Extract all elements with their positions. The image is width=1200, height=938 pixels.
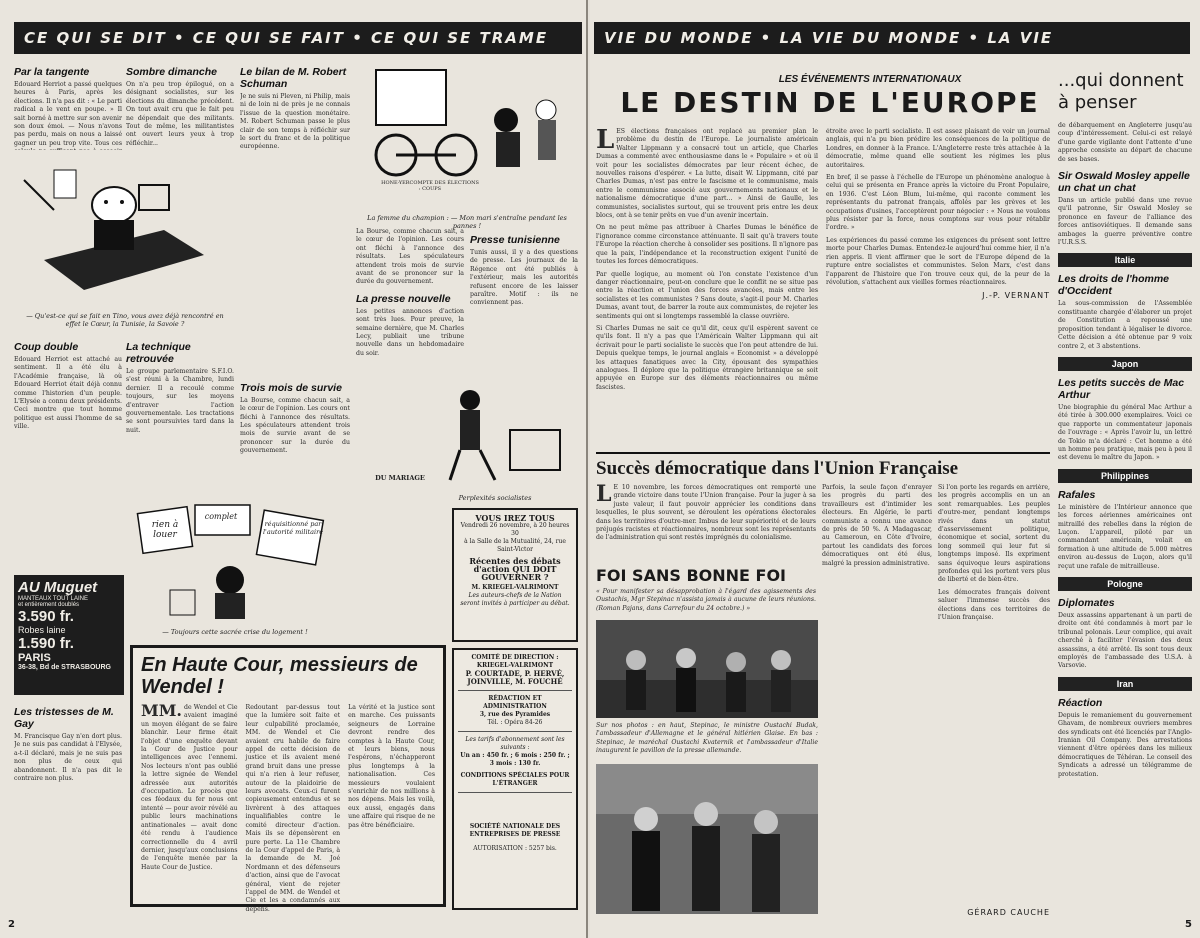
- masthead-subs: Un an : 450 fr. ; 6 mois : 250 fr. ; 3 mois : 130 fr.: [460, 752, 570, 767]
- masthead-subs-title: Les tarifs d'abonnement sont les suivants :: [465, 736, 565, 751]
- left-column-4: [356, 228, 464, 388]
- destin-column-2: [826, 128, 1050, 428]
- union-body-3: Si l'on porte les regards en arrière, les progrès accomplis en un an sont remarquables. Les peuples d'outre-mer, pendant longtemps rivés dans un statut d'asservissement politique, économique et social, sortent du long sommeil qui leur fut si longtemps imposé. Ils expriment sans équivoque leurs aspirations profondes qui les portent vers plus de liberté et de bien-être.: [938, 484, 1050, 584]
- masthead-title: COMITÉ DE DIRECTION :: [471, 654, 559, 661]
- wendel-col-1: [141, 701, 238, 914]
- italie-body: La sous-commission de l'Assemblée constituante chargée d'élaborer un projet de Constitution a repoussé une proposition tendant à légaliser le divorce. Cette décision a été obtenue par 9 voix contre 2, et 3 abstentions.: [1058, 300, 1192, 350]
- masthead-redaction: RÉDACTION ET ADMINISTRATION: [483, 695, 547, 710]
- bilan-title: Le bilan de M. Robert Schuman: [240, 66, 347, 90]
- meeting-place: à la Salle de la Mutualité, 24, rue Saint-Victor: [464, 538, 566, 553]
- destin-body-4: Si Charles Dumas ne sait ce qu'il dit, ceux qu'il espèrent savent ce qu'ils font. Il n'y a pas que l'Américain Walter Lippmann qui ait écrivait pour le parti socialiste le succès que l'on peut attendre de lui. Depuis quelque temps, le journal anglais « Economist » a développé les attaques fanatiques avec la City, épousant des sympathies analogues. Il déplore que la politique étrangère britannique se soit appuyée en Europe sur des éléments réactionnaires ou même fascistes.: [596, 324, 818, 391]
- photo-top-graphic: [596, 620, 818, 718]
- presse-body-pre: La Bourse, comme chacun sait, a le cœur de l'opinion. Les cours ont fléchi à l'annonce des résultats. Les spéculateurs attendent trois mois de survie avant de se prononcer sur la durée du gouvernement.: [356, 228, 464, 286]
- wendel-body-1: de Wendel et Cie avaient imaginé un moyen élégant de se faire blanchir. Leur firme était l'objet d'une enquête devant la Cour de Justice pour intelligences avec l'ennemi. Nos lecteurs n'ont pas oublié la lettre signée de Wendel adressée aux autorités d'occupation. Le procès que ces féodaux du fer nous ont intenté — pour avoir révélé au public leurs machinations antinationales — avait donc été rendu à l'audience correctionnelle du 4 avril dernier, jusqu'aux conclusions de l'enquête menée par la Haute Cour de Justice.: [141, 704, 238, 871]
- right-banner: VIE DU MONDE • LA VIE DU MONDE • LA VIE: [594, 22, 1190, 54]
- masthead-rule: [458, 690, 572, 691]
- wendel-title: En Haute Cour, messieurs de Wendel !: [141, 654, 418, 698]
- sign-complet: complet: [204, 512, 238, 521]
- japon-title: Les petits succès de Mac Arthur: [1058, 376, 1185, 401]
- cartoon-bottom-caption: — Toujours cette sacrée crise du logement !: [162, 628, 308, 636]
- union-body-1: E 10 novembre, les forces démocratiques ont remporté une grande victoire dans toute l'Union française. Pour la juger à sa juste valeur, il faut pouvoir apprécier les conditions dans lesquelles, le plus souvent, se déroulent les opérations électorales dans les territoires d'outre-mer. Imbus de leur supériorité et de leurs préjugés racistes et réactionnaires, nombreux sont les représentants de l'administration qui sont restés imprégnés du colonialisme.: [596, 484, 816, 542]
- think-intro: de débarquement en Angleterre jusqu'au coup d'intéressement. Celui-ci est relayé d'une garde vigilante dont l'attente d'une approche consiste au départ de chacune de ses bases.: [1058, 122, 1192, 163]
- foi-intro: « Pour manifester sa désapprobation à l'égard des agissements des Oustachis, Mgr Stepinac n'assista jamais à aucune de leurs réunions. (Roman Pajans, dans Carrefour du 24 octobre.) »: [596, 588, 816, 612]
- tunisienne-title: Presse tunisienne: [470, 234, 560, 246]
- tangente-title: Par la tangente: [14, 66, 90, 78]
- masthead-address: 3, rue des Pyramides: [479, 711, 551, 718]
- coup-title: Coup double: [14, 341, 79, 353]
- stepinac-photo-top: [596, 620, 818, 718]
- meeting-speaker: M. KRIEGEL-VALRIMONT: [471, 584, 559, 591]
- union-column-2: [822, 484, 932, 904]
- union-col1-text: [596, 484, 816, 543]
- ad-line2: et entièrement doublés: [18, 602, 80, 608]
- gay-body: M. Francisque Gay n'en dort plus. Je ne suis pas candidat à l'Elysée, a-t-il déclaré, mais je ne suis pas non plus de ceux qui abandonnent. Il n'a pas dit le contraire non plus.: [14, 733, 122, 783]
- union-dropcap: L: [596, 484, 612, 507]
- cartoon-mariage-illustration: [380, 370, 580, 490]
- pologne-tag: Pologne: [1058, 577, 1192, 591]
- union-column-3: [938, 484, 1050, 904]
- survie-body: La Bourse, comme chacun sait, a le cœur de l'opinion. Les cours ont fléchi à l'annonce des résultats. Les spéculateurs attendent trois mois de survie avant de se prononcer sur la durée du gouvernement.: [240, 396, 350, 455]
- masthead-rule-2: [458, 731, 572, 732]
- mosley-body: Dans un article publié dans une revue qu'il patronne, Sir Oswald Mosley se prononce en faveur de l'alliance des forces antisoviétiques. Il demande sans ambages la guerre préventive contre l'U.R.S.S.: [1058, 197, 1192, 247]
- survie-title: Trois mois de survie: [240, 381, 342, 394]
- technique-title: La technique retrouvée: [126, 341, 191, 365]
- masthead-phone: Tél. : Opéra 84-26: [487, 719, 543, 726]
- masthead-conditions: CONDITIONS SPÉCIALES POUR L'ÉTRANGER: [460, 772, 570, 787]
- cartoon-tandem-sign: HONE-YERCOMPTE DES ÉLECTIONS : COUPS: [381, 180, 479, 192]
- japon-tag: Japon: [1058, 357, 1192, 371]
- philippines-title: Rafales: [1058, 488, 1096, 501]
- meeting-box: [452, 508, 578, 642]
- left-banner: CE QUI SE DIT • CE QUI SE FAIT • CE QUI SE TRAME: [14, 22, 582, 54]
- left-column-5: [470, 228, 578, 388]
- japon-body: Une biographie du général Mac Arthur a été tirée à 300.000 exemplaires. Voici ce que rapporte un commentateur japonais de l'ouvrage : « Après l'avoir lu, un lettré de Tokio m'a déclaré : Cet homme a été un homme peu pratique, mais peu à peu il est devenu le maître du Japon. »: [1058, 403, 1192, 462]
- sign-requisition: réquisitionné par l'autorité militaire: [262, 520, 324, 536]
- technique-body: Le groupe parlementaire S.F.I.O. s'est réuni à la Chambre, lundi dernier. Il a recoulé comme toujours, sur les moyens d'entraver l'action gouvernementale. Les tractations se sont poursuivies tard dans la nuit.: [126, 368, 234, 434]
- sombre-body: On n'a peu trop épilogué, on a désignant socialistes, sur les élections du dimanche précédent. On tout avait cru que le fait peu ne dépendait que des militants. Tout de même, les militantistes ont ouvert leurs yeux à trop réfléchir...: [126, 81, 234, 147]
- tunisienne-body: Tunis aussi, il y a des questions de presse. Les journaux de la Régence ont été publiés à l'extérieur, mais les autorités refusent encore de les laisser paraître. Motif : ils ne conviennent pas.: [470, 249, 578, 307]
- destin-column-1: [596, 128, 818, 428]
- photo-caption: Sur nos photos : en haut, Stepinac, le ministre Oustachi Budak, l'ambassadeur d'Allemagne et le général hitlérien Glaise. En bas : Stepinac, le maréchal Oustachi Kvaternik et l'ambassadeur d'Italie inaugurent le pavillon de la presse allemande.: [596, 722, 818, 755]
- destin-title: LE DESTIN DE L'EUROPE: [620, 86, 1040, 119]
- destin-body-5: étroite avec le parti socialiste. Il est assez plaisant de voir un journal anglais, qui n'a pu bien prédire les conséquences de la politique de Londres, en donner à la France. L'Angleterre reste très attachée à la démocratie, même quand elle soutient les régimes les plus autoritaires.: [826, 128, 1050, 169]
- presse-title: La presse nouvelle: [356, 292, 451, 305]
- cartoon-desk-illustration: [14, 150, 234, 310]
- left-page-number: 2: [8, 919, 15, 930]
- au-muguet-ad[interactable]: [14, 575, 124, 695]
- cartoon-mid-caption: Perplexités socialistes: [458, 494, 532, 502]
- think-title: ...qui donnent à penser: [1058, 70, 1184, 113]
- wendel-box: [130, 645, 446, 913]
- foi-title: FOI SANS BONNE FOI: [596, 566, 787, 585]
- masthead-box: [452, 648, 578, 910]
- ad-price2: 1.590 fr.: [18, 635, 74, 652]
- pologne-body: Deux assassins appartenant à un parti de droite ont été condamnés à mort par le tribunal polonais. Leur complice, qui avait cherché à faciliter l'évasion des deux assassins, a été arrêté. Ils sont tous deux employés de l'ambassade des U.S.A. à Varsovie.: [1058, 612, 1192, 670]
- masthead-authorisation: AUTORISATION : 5257 bis.: [473, 845, 557, 852]
- bilan-body: Je ne suis ni Pleven, ni Philip, mais ni de loin ni de près je ne connais l'issue de la question monétaire. M. Robert Schuman passe le plus clair de son temps à réfléchir sur le sort du franc et de la politique européenne.: [240, 93, 350, 151]
- gay-title: Les tristesses de M. Gay: [14, 706, 114, 730]
- union-body-4: Les démocrates français doivent saluer l'immense succès des élections dans ces territoires de l'Union française.: [938, 588, 1050, 622]
- coup-body: Edouard Herriot est attaché au sentiment. Il a été élu à l'Académie française, là où Edouard Herriot était déjà connu comme l'historien d'un peuple. L'Elysée a connu deux présidents. Ceci montre que tout homme politique est aussi l'homme de sa ville.: [14, 356, 122, 431]
- philippines-tag: Philippines: [1058, 469, 1192, 483]
- union-body-2: Parfois, la seule façon d'enrayer les progrès du parti des travailleurs est d'intimider les électeurs. En Algérie, le parti communiste a connu une avance de près de 50 %. A Madagascar, au Cameroun, en Côte d'Ivoire, partout les candidats des forces démocratiques ont été élus, malgré la pression administrative.: [822, 484, 932, 567]
- presse-body: Les petites annonces d'action sont très lues. Pour preuve, la semaine dernière, que M. Charles Lecy, publiait une tribune nouvelle dans un hebdomadaire du soir.: [356, 307, 464, 357]
- ad-price1: 3.590 fr.: [18, 608, 74, 625]
- ad-brand: AU Muguet: [18, 579, 98, 596]
- destin-kicker: LES ÉVÉNEMENTS INTERNATIONAUX: [778, 74, 962, 85]
- iran-tag: Iran: [1058, 677, 1192, 691]
- destin-dropcap: L: [596, 128, 615, 155]
- meeting-note: Les auteurs-chefs de la Nation seront invités à participer au débat.: [460, 592, 570, 607]
- union-title: Succès démocratique dans l'Union Française: [596, 452, 1050, 480]
- union-signature: GÉRARD CAUCHE: [967, 908, 1050, 917]
- ad-city: PARIS: [18, 652, 51, 664]
- right-sidebar: [1058, 60, 1192, 920]
- right-page-number: 5: [1185, 919, 1192, 930]
- masthead-printer: SOCIÉTÉ NATIONALE DES ENTREPRISES DE PRESSE: [469, 823, 561, 838]
- sombre-title: Sombre dimanche: [126, 66, 218, 78]
- masthead-editors: P. COURTADE, P. HERVÉ, JOINVILLE, M. FOUCHÉ: [465, 669, 565, 686]
- meeting-title: VOUS IREZ TOUS: [475, 513, 555, 523]
- iran-title: Réaction: [1058, 696, 1103, 709]
- meeting-theme: Récentes des débats d'action QUI DOIT GOUVERNER ?: [469, 556, 561, 582]
- pologne-title: Diplomates: [1058, 597, 1115, 609]
- destin-col1-text: [596, 128, 818, 220]
- left-page: [0, 0, 588, 938]
- cartoon-right-caption: La femme du champion : — Mon mari s'entraîne pendant les pannes !: [367, 214, 567, 230]
- masthead-director: KRIEGEL-VALRIMONT: [476, 662, 554, 669]
- sign-rien: rien à louer: [151, 520, 179, 540]
- wendel-dropcap: MM.: [141, 701, 182, 720]
- left-column-3: [240, 60, 350, 560]
- tangente-body: Edouard Herriot a passé quelques heures à Paris, après les élections. Il n'a pas dit : « Le parti radical a le vent en poupe. » Il sait borné à mettre sur son avenir son doux émoi. — Nous n'avons pas perdu, mais on nous a laissé gagner un peu trop vite. Tous ces: [14, 81, 122, 147]
- philippines-body: Le ministère de l'Intérieur annonce que les forces aériennes américaines ont mitraillé des rebelles dans la région de Luçon. L'appareil, piloté par un commandant américain, volait en formation à une altitude de 5.000 mètres environ au-dessus de Luçon, alors qu'il reçut une rafale de mitrailleuse.: [1058, 503, 1192, 570]
- wendel-body-2: Redoutant par-dessus tout que la lumière soit faite et leur culpabilité proclamée, MM. de Wendel et Cie avaient cru habile de faire appel de cette décision de justice et ils avaient mené grand bruit dans une presse qui n'a rien à leur refuser, autour de la plaidoirie de leurs avocats. Ceux-ci furent copieusement entendus et se livrèrent à des attaques inqualifiables contre le comité directeur d'action. Mais ils se dépensèrent en pure perte. La 11e Chambre de la Cour d'appel de Paris, à la demande de M. Joé Nordmann et des défenseurs d'action, ainsi que de l'avocat général, vient de rejeter l'appel de MM. de Wendel et Cie et les a condamnés aux dépens.: [245, 704, 341, 913]
- photo-bottom-graphic: [596, 764, 818, 914]
- italie-tag: Italie: [1058, 253, 1192, 267]
- stepinac-photo-bottom: [596, 764, 818, 914]
- destin-body-3: Par quelle logique, au moment où l'on constate l'existence d'un danger réactionnaire, peut-on conclure que le conflit ne se situe pas entre la réaction et l'union des forces avancées, mais entre les socialistes et les communistes ? Sans doute, s'agit-il pour M. Charles Dumas, avant tout, de barrer la route aux communistes, de rejeter les sentiments qui ont si longtemps rassemblé la classe ouvrière.: [596, 270, 818, 320]
- right-page: [590, 0, 1200, 938]
- destin-body-7: Les expériences du passé comme les exigences du présent sont lettre morte pour Charles Dumas. Entendez-le aujourd'hui comme hier, il n'a rien appris. Il vient affirmer que le sort de l'Europe dépend de la rupture entre socialistes et communistes. Selon Marx, c'est dans l'apparent de l'histoire que l'on trouve ceux qui, de la peur de la révolution, s'attachent aux vieilles formes réactionnaires.: [826, 236, 1050, 286]
- masthead-rule-3: [458, 792, 572, 793]
- wendel-body-3: La vérité et la justice sont en marche. Ces puissants seigneurs de Lorraine devront rendre des comptes à la Haute Cour, et leurs biens, nous l'espérons, n'échapperont plus longtemps à la nationalisation. Ces messieurs voulaient s'enrichir de nos millions à nos dépens. Mais les voilà, eux aussi, engagés dans une affaire qui risque de ne pas être bénéficiaire.: [348, 704, 435, 829]
- destin-body-1: ES élections françaises ont replacé au premier plan le problème du destin de l'Europe. Le journaliste américain Walter Lippmann y a consacré tout un article, que Charles Dumas a commenté avec enthousiasme dans le « Populaire » et où il voit pour les socialistes démocrates par leur récent échec, de nouvelles raisons d'espérer. « La lutte, disait W. Lippmann, cité par Charles Dumas, n'est pas entre le fascisme et le communisme, mais entre le communisme associé aux gouvernements nationaux et le nationalisme démocratique d'une part... » Ainsi de Gaulle, les communistes, socialistes surtout, qui se trouvent pris entre les deux blocs, ont à se tenir prêts en vue d'un avenir incertain.: [596, 128, 818, 220]
- destin-signature: J.-P. VERNANT: [982, 291, 1050, 301]
- meeting-date: Vendredi 26 novembre, à 20 heures 30: [460, 522, 570, 537]
- wendel-columns: [141, 701, 435, 914]
- mosley-title: Sir Oswald Mosley appelle un chat un chat: [1058, 170, 1190, 195]
- iran-body: Depuis le remaniement du gouvernement Ghavam, de nombreux ouvriers membres des syndicats ont été licenciés par l'Anglo-Iranian Oil Company. Des arrestations viennent d'être opérées dans les milieux démocratiques de Téhéran. Le conseil des Syndicats a adressé un télégramme de protestation.: [1058, 711, 1192, 778]
- ad-line1: MANTEAUX TOUT LAINE: [18, 596, 89, 602]
- left-column-1-lower: [14, 335, 122, 565]
- union-column-1: [596, 484, 816, 564]
- italie-title: Les droits de l'homme d'Occident: [1058, 273, 1170, 298]
- cartoon-top-caption: — Qu'est-ce qui se fait en Tino, vous avez déjà rencontré en effet le Cœur, la Tunisie, la Savoie ?: [26, 312, 224, 328]
- cartoon-mid-label: DU MARIAGE: [375, 474, 425, 482]
- destin-body-2: On ne peut même pas attribuer à Charles Dumas le bénéfice de l'ignorance comme circonstance atténuante. Il sait qu'à travers toute l'Europe la réaction cherche à consolider ses positions. Il n'ignore pas que la paix, l'indépendance et la reconstruction exigent l'unité de toutes les forces démocratiques.: [596, 224, 818, 266]
- destin-body-6: En bref, il se passe à l'échelle de l'Europe un phénomène analogue à celui qui se présenta en France après la victoire du Front Populaire, en 1936. C'est Léon Blum, lui-même, qui raconte comment les représentants du patronat français, affolés par les grèves et les occupations d'usines, l'acceptèrent pour négocier : « Nous ne voulons plus résister par la force, nous comptons sur vous pour rétablir l'ordre. »: [826, 174, 1050, 232]
- ad-line3: Robes laine: [18, 625, 66, 635]
- ad-address: 36-38, Bd de STRASBOURG: [18, 664, 111, 671]
- left-column-gay: [14, 700, 122, 900]
